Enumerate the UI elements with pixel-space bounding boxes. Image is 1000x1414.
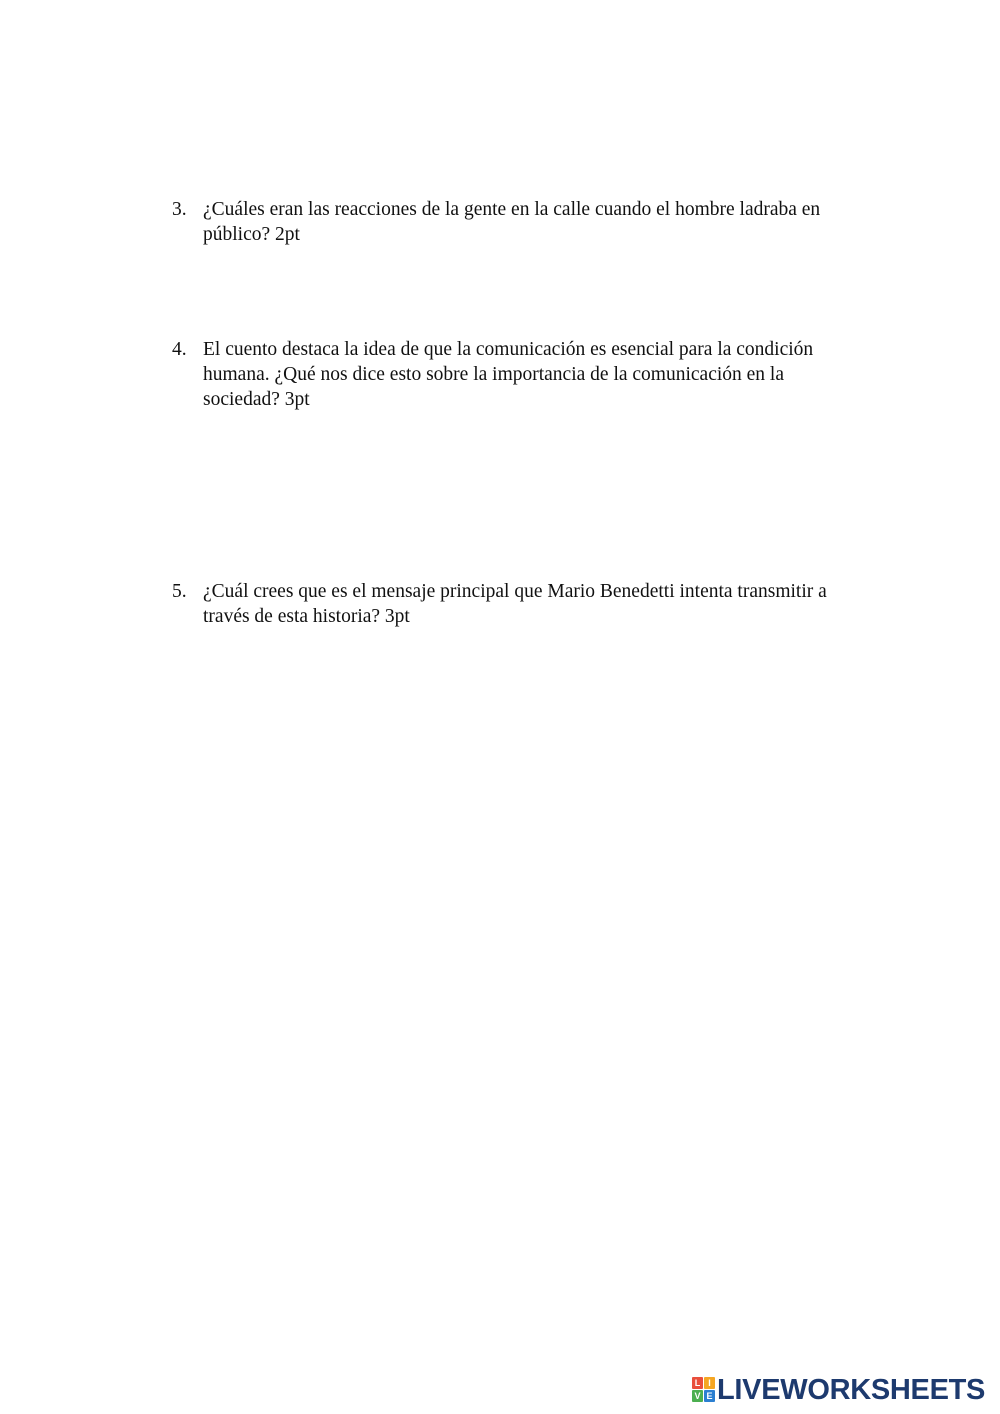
logo-mark-letter: V xyxy=(692,1390,703,1402)
liveworksheets-logo xyxy=(692,1374,985,1406)
question-text: El cuento destaca la idea de que la comunicación es esencial para la condición humana. ¿Qué nos dice esto sobre la importancia de la comunicación en la sociedad? 3pt xyxy=(203,339,814,410)
question-text: ¿Cuál crees que es el mensaje principal que Mario Benedetti intenta transmitir a través de esta historia? 3pt xyxy=(203,581,827,627)
question-3 xyxy=(172,197,872,247)
logo-mark-letter: L xyxy=(692,1377,703,1389)
question-4 xyxy=(172,337,872,412)
logo-mark-icon xyxy=(692,1377,715,1403)
question-number: 3. xyxy=(172,199,187,220)
logo-mark-letter: I xyxy=(704,1377,715,1389)
question-number: 4. xyxy=(172,339,187,360)
logo-text: LIVEWORKSHEETS xyxy=(717,1374,986,1406)
question-5 xyxy=(172,579,872,629)
question-text: ¿Cuáles eran las reacciones de la gente en la calle cuando el hombre ladraba en público? 2pt xyxy=(203,199,821,245)
logo-mark-letter: E xyxy=(704,1390,715,1402)
question-number: 5. xyxy=(172,581,187,602)
